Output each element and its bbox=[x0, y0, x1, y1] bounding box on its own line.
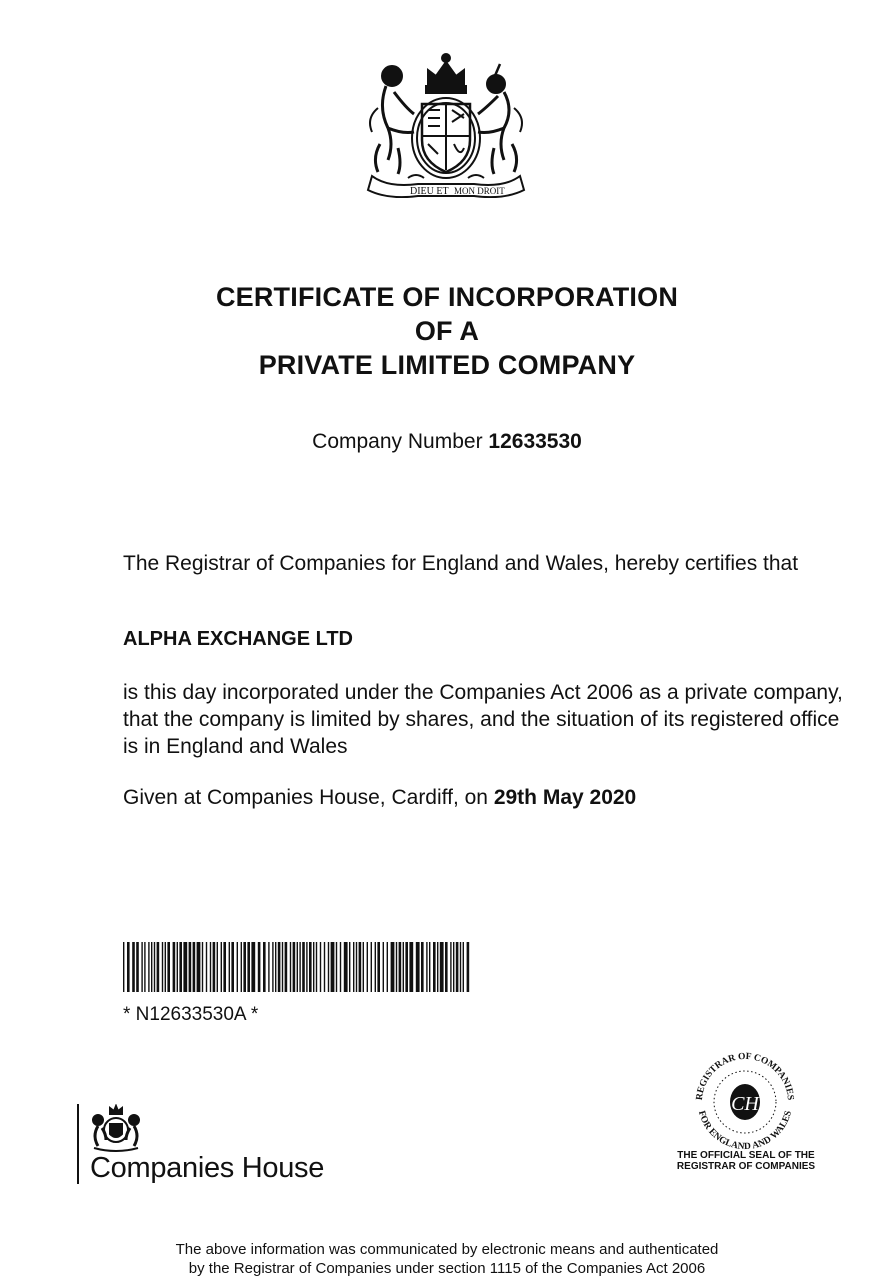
barcode-bar bbox=[405, 942, 408, 992]
company-number-label: Company Number bbox=[312, 430, 483, 453]
barcode-bar bbox=[429, 942, 430, 992]
companies-house-wordmark: Companies House bbox=[90, 1152, 325, 1184]
barcode-bar bbox=[302, 942, 305, 992]
barcode-bar bbox=[272, 942, 273, 992]
motto-right: MON DROIT bbox=[454, 186, 505, 196]
barcode-bar bbox=[450, 942, 451, 992]
barcode-bar bbox=[460, 942, 461, 992]
barcode-bar bbox=[189, 942, 192, 992]
seal-ring-bottom: FOR ENGLAND AND WALES bbox=[696, 1109, 794, 1150]
barcode-bar bbox=[299, 942, 300, 992]
barcode-bar bbox=[383, 942, 384, 992]
barcode-bar bbox=[275, 942, 276, 992]
barcode-bar bbox=[162, 942, 163, 992]
barcode-bar bbox=[426, 942, 427, 992]
royal-coat-of-arms-emblem bbox=[358, 48, 534, 198]
barcode-bar bbox=[127, 942, 130, 992]
barcode-bar bbox=[363, 942, 364, 992]
barcode-bar bbox=[328, 942, 329, 992]
barcode-bar bbox=[316, 942, 317, 992]
barcode-bar bbox=[177, 942, 178, 992]
barcode-bar bbox=[231, 942, 234, 992]
barcode-bar bbox=[136, 942, 139, 992]
barcode-bar bbox=[165, 942, 166, 992]
barcode-bar bbox=[340, 942, 341, 992]
barcode-bar bbox=[241, 942, 242, 992]
barcode-bar bbox=[456, 942, 459, 992]
companies-house-divider bbox=[77, 1104, 79, 1184]
barcode-bar bbox=[353, 942, 354, 992]
barcode-bar bbox=[148, 942, 149, 992]
certificate-title-line-2: OF A bbox=[414, 316, 480, 346]
barcode-bar bbox=[157, 942, 160, 992]
barcode-bar bbox=[416, 942, 420, 992]
barcode-bar bbox=[173, 942, 176, 992]
barcode-text: * N12633530A * bbox=[123, 1004, 259, 1025]
barcode-bar bbox=[221, 942, 222, 992]
barcode-bar bbox=[324, 942, 325, 992]
barcode-bar bbox=[297, 942, 298, 992]
barcode-bar bbox=[306, 942, 307, 992]
barcode-bar bbox=[463, 942, 464, 992]
footer-line-2: by the Registrar of Companies under section 1115 of the Companies Act 2006 bbox=[188, 1260, 706, 1277]
barcode-bar bbox=[202, 942, 203, 992]
barcode-bar bbox=[213, 942, 216, 992]
barcode-bar bbox=[313, 942, 314, 992]
barcode-bar bbox=[263, 942, 266, 992]
barcode-bar bbox=[285, 942, 288, 992]
barcode-bar bbox=[141, 942, 142, 992]
official-seal-emblem bbox=[684, 1050, 806, 1150]
seal-monogram: CH bbox=[731, 1093, 759, 1115]
authentication-footer bbox=[0, 1240, 894, 1278]
barcode-bar bbox=[377, 942, 380, 992]
barcode-bar bbox=[421, 942, 424, 992]
barcode-bar bbox=[251, 942, 255, 992]
company-number bbox=[0, 430, 894, 454]
motto-left: DIEU ET bbox=[410, 186, 449, 197]
companies-house-crest-icon bbox=[88, 1104, 144, 1152]
barcode-bar bbox=[391, 942, 395, 992]
barcode-bar bbox=[237, 942, 238, 992]
company-name: ALPHA EXCHANGE LTD bbox=[123, 628, 353, 650]
barcode-bar bbox=[268, 942, 269, 992]
barcode-bar bbox=[349, 942, 350, 992]
certificate-title-line-3: PRIVATE LIMITED COMPANY bbox=[258, 350, 636, 380]
company-number-value: 12633530 bbox=[488, 430, 582, 453]
seal-caption-line-2: REGISTRAR OF COMPANIES bbox=[676, 1161, 816, 1172]
barcode-bar bbox=[356, 942, 357, 992]
barcode-bar bbox=[132, 942, 135, 992]
barcode-bar bbox=[367, 942, 368, 992]
barcode-bar bbox=[197, 942, 201, 992]
barcode-bar bbox=[396, 942, 397, 992]
barcode-bar bbox=[123, 942, 124, 992]
barcode-bar bbox=[243, 942, 246, 992]
barcode-bar bbox=[387, 942, 388, 992]
barcode-bar bbox=[223, 942, 226, 992]
barcode-bar bbox=[371, 942, 372, 992]
barcode-bar bbox=[206, 942, 207, 992]
barcode-bar bbox=[440, 942, 444, 992]
barcode-bar bbox=[144, 942, 145, 992]
seal-caption-line-1: THE OFFICIAL SEAL OF THE bbox=[677, 1150, 815, 1161]
barcode-bar bbox=[290, 942, 291, 992]
barcode-bar bbox=[399, 942, 402, 992]
barcode-bar bbox=[258, 942, 261, 992]
barcode-bar bbox=[409, 942, 413, 992]
barcode-bar bbox=[179, 942, 182, 992]
barcode-bar bbox=[344, 942, 348, 992]
barcode-bar bbox=[210, 942, 211, 992]
barcode-bar bbox=[282, 942, 283, 992]
barcode-bar bbox=[336, 942, 337, 992]
barcode-bar bbox=[403, 942, 404, 992]
barcode-bar bbox=[183, 942, 187, 992]
barcode-bar bbox=[247, 942, 250, 992]
barcode-bar bbox=[278, 942, 281, 992]
seal-caption bbox=[664, 1150, 828, 1172]
incorporation-statement: is this day incorporated under the Companies Act 2006 as a private company, that the company is limited by shares, and the situation of its registered office is in England and Wales bbox=[123, 681, 843, 758]
footer-line-1: The above information was communicated by electronic means and authenticated bbox=[175, 1241, 719, 1258]
barcode-bar bbox=[151, 942, 152, 992]
barcode-bar bbox=[467, 942, 470, 992]
given-at-prefix: Given at Companies House, Cardiff, on bbox=[123, 786, 488, 809]
barcode-bar bbox=[293, 942, 296, 992]
certificate-title-line-1: CERTIFICATE OF INCORPORATION bbox=[215, 282, 679, 312]
barcode-bar bbox=[320, 942, 321, 992]
barcode-bar bbox=[217, 942, 218, 992]
barcode-bar bbox=[453, 942, 454, 992]
barcode-bar bbox=[229, 942, 230, 992]
barcode-bar bbox=[433, 942, 436, 992]
barcode-bar bbox=[309, 942, 312, 992]
barcode-bar bbox=[437, 942, 438, 992]
barcode-bar bbox=[375, 942, 376, 992]
barcode-bar bbox=[331, 942, 335, 992]
certification-statement: The Registrar of Companies for England and Wales, hereby certifies that bbox=[123, 552, 799, 575]
incorporation-date: 29th May 2020 bbox=[493, 786, 637, 809]
barcode-bar bbox=[167, 942, 170, 992]
barcode-bar bbox=[359, 942, 362, 992]
barcode-graphic bbox=[123, 942, 471, 992]
barcode-bar bbox=[193, 942, 196, 992]
barcode-bar bbox=[154, 942, 155, 992]
seal-ring-top: REGISTRAR OF COMPANIES bbox=[694, 1051, 796, 1101]
barcode-bar bbox=[445, 942, 448, 992]
given-at-statement bbox=[123, 784, 843, 811]
